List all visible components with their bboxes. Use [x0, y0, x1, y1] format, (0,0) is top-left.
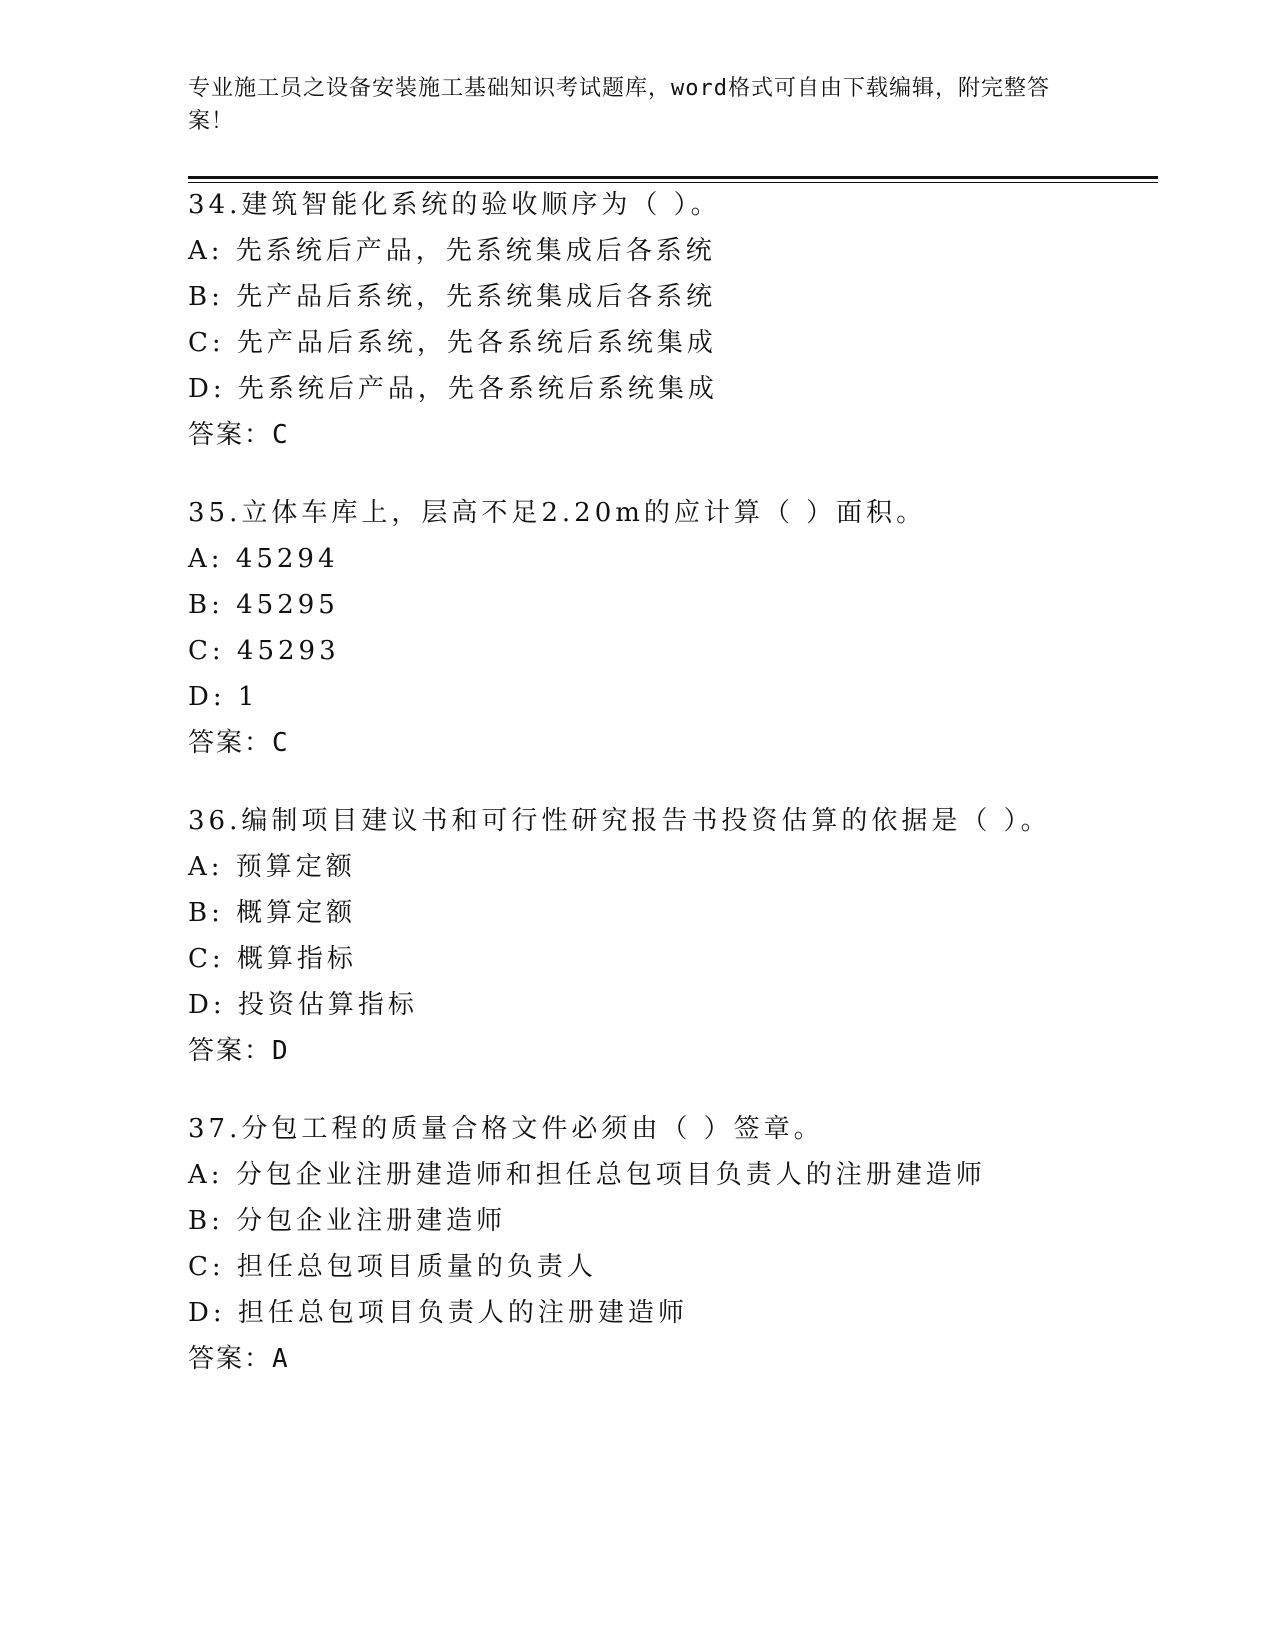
- option-b: B: 45295: [188, 590, 339, 620]
- option-a: A: 45294: [188, 544, 339, 574]
- answer-label: 答案：: [188, 728, 273, 758]
- option-d: D: 1: [188, 682, 259, 712]
- option-c: C: 先产品后系统，先各系统后系统集成: [188, 328, 717, 358]
- answer-value: A: [272, 1344, 288, 1374]
- answer-value: C: [272, 420, 288, 450]
- header-divider-thick: [188, 176, 1158, 179]
- question-37: [188, 1106, 1188, 1382]
- option-a: A: 分包企业注册建造师和担任总包项目负责人的注册建造师: [188, 1160, 986, 1190]
- answer-value: C: [272, 728, 288, 758]
- option-d: D: 担任总包项目负责人的注册建造师: [188, 1298, 688, 1328]
- question-34: [188, 182, 1188, 458]
- question-35: [188, 490, 1188, 766]
- option-b: B: 分包企业注册建造师: [188, 1206, 507, 1236]
- answer-label: 答案：: [188, 1036, 273, 1066]
- answer-line: [188, 1336, 1188, 1382]
- question-stem: 35.立体车库上，层高不足2.20m的应计算（ ）面积。: [188, 498, 927, 528]
- option-c: C: 45293: [188, 636, 340, 666]
- question-stem: 37.分包工程的质量合格文件必须由（ ）签章。: [188, 1114, 824, 1144]
- question-36: [188, 798, 1188, 1074]
- option-d: D: 投资估算指标: [188, 990, 418, 1020]
- question-stem: 34.建筑智能化系统的验收顺序为（ ）。: [188, 190, 721, 220]
- answer-line: [188, 1028, 1188, 1074]
- option-c: C: 担任总包项目质量的负责人: [188, 1252, 597, 1282]
- answer-label: 答案：: [188, 420, 273, 450]
- answer-line: [188, 412, 1188, 458]
- document-header: 专业施工员之设备安装施工基础知识考试题库，word格式可自由下载编辑，附完整答案！: [188, 76, 1050, 134]
- answer-value: D: [272, 1036, 288, 1066]
- option-a: A: 先系统后产品，先系统集成后各系统: [188, 236, 716, 266]
- option-b: B: 概算定额: [188, 898, 357, 928]
- answer-label: 答案：: [188, 1344, 273, 1374]
- answer-line: [188, 720, 1188, 766]
- question-stem: 36.编制项目建议书和可行性研究报告书投资估算的依据是（ ）。: [188, 806, 1051, 836]
- option-b: B: 先产品后系统，先系统集成后各系统: [188, 282, 717, 312]
- option-c: C: 概算指标: [188, 944, 357, 974]
- option-a: A: 预算定额: [188, 852, 356, 882]
- option-d: D: 先系统后产品，先各系统后系统集成: [188, 374, 718, 404]
